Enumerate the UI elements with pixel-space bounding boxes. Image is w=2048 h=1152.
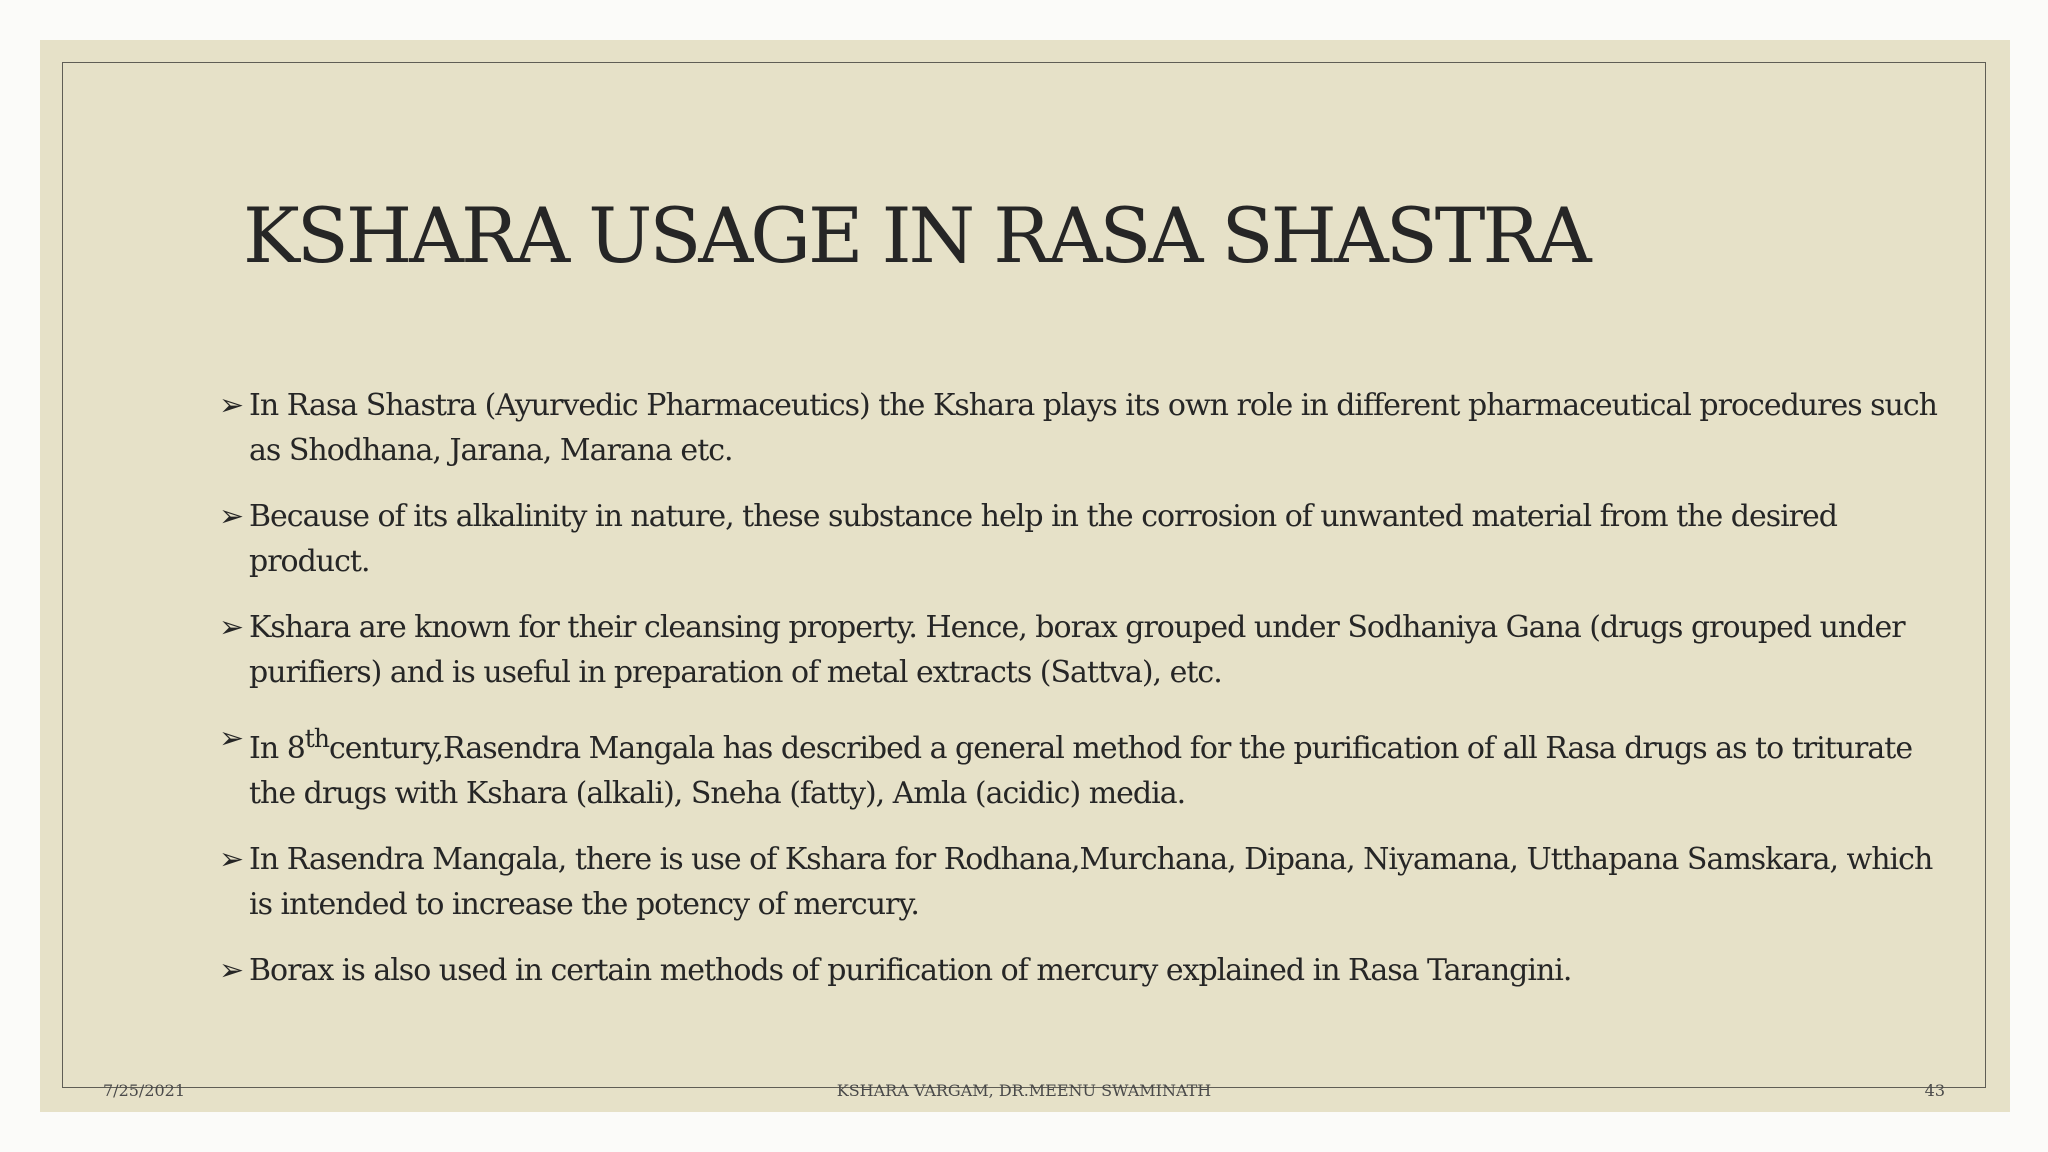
- bullet-text: Because of its alkalinity in nature, these substance help in the corrosion of unwanted material from the desired product.: [249, 499, 1837, 579]
- bullet-superscript: th: [304, 724, 329, 753]
- bullet-text-after: century,Rasendra Mangala has described a general method for the purification of all Rasa drugs as to triturate the drugs with Kshara (alkali), Sneha (fatty), Amla (acidic) media.: [249, 731, 1913, 811]
- arrow-bullet-icon: ➢: [219, 842, 244, 877]
- arrow-bullet-icon: ➢: [219, 721, 244, 756]
- bullet-text-before: In 8: [249, 731, 305, 766]
- bullet-item: [219, 837, 1959, 927]
- slide: [40, 40, 2010, 1112]
- arrow-bullet-icon: ➢: [219, 388, 244, 423]
- slide-frame: [62, 62, 1986, 1100]
- arrow-bullet-icon: ➢: [219, 499, 244, 534]
- bullet-item: [219, 605, 1959, 695]
- slide-title: KSHARA USAGE IN RASA SHASTRA: [243, 191, 1589, 280]
- bullet-text: Borax is also used in certain methods of purification of mercury explained in Rasa Tarangini.: [249, 953, 1572, 988]
- bullet-item: [219, 494, 1959, 584]
- arrow-bullet-icon: ➢: [219, 953, 244, 988]
- bullet-text: In Rasa Shastra (Ayurvedic Pharmaceutics) the Kshara plays its own role in different pharmaceutical procedures such as Shodhana, Jarana, Marana etc.: [249, 388, 1937, 468]
- bullet-item: [219, 383, 1959, 473]
- bullet-text: In Rasendra Mangala, there is use of Kshara for Rodhana,Murchana, Dipana, Niyamana, Utthapana Samskara, which is intended to increase the potency of mercury.: [249, 842, 1933, 922]
- bullet-text: Kshara are known for their cleansing property. Hence, borax grouped under Sodhaniya Gana (drugs grouped under purifiers) and is useful in preparation of metal extracts (Sattva), etc.: [249, 610, 1905, 690]
- footer-date: 7/25/2021: [103, 1081, 186, 1100]
- bullet-list: [219, 383, 1959, 1014]
- bullet-item: [219, 948, 1959, 993]
- footer-title: KSHARA VARGAM, DR.MEENU SWAMINATH: [836, 1081, 1212, 1100]
- arrow-bullet-icon: ➢: [219, 610, 244, 645]
- bullet-item: [219, 716, 1959, 816]
- footer-page-number: 43: [1924, 1081, 1945, 1100]
